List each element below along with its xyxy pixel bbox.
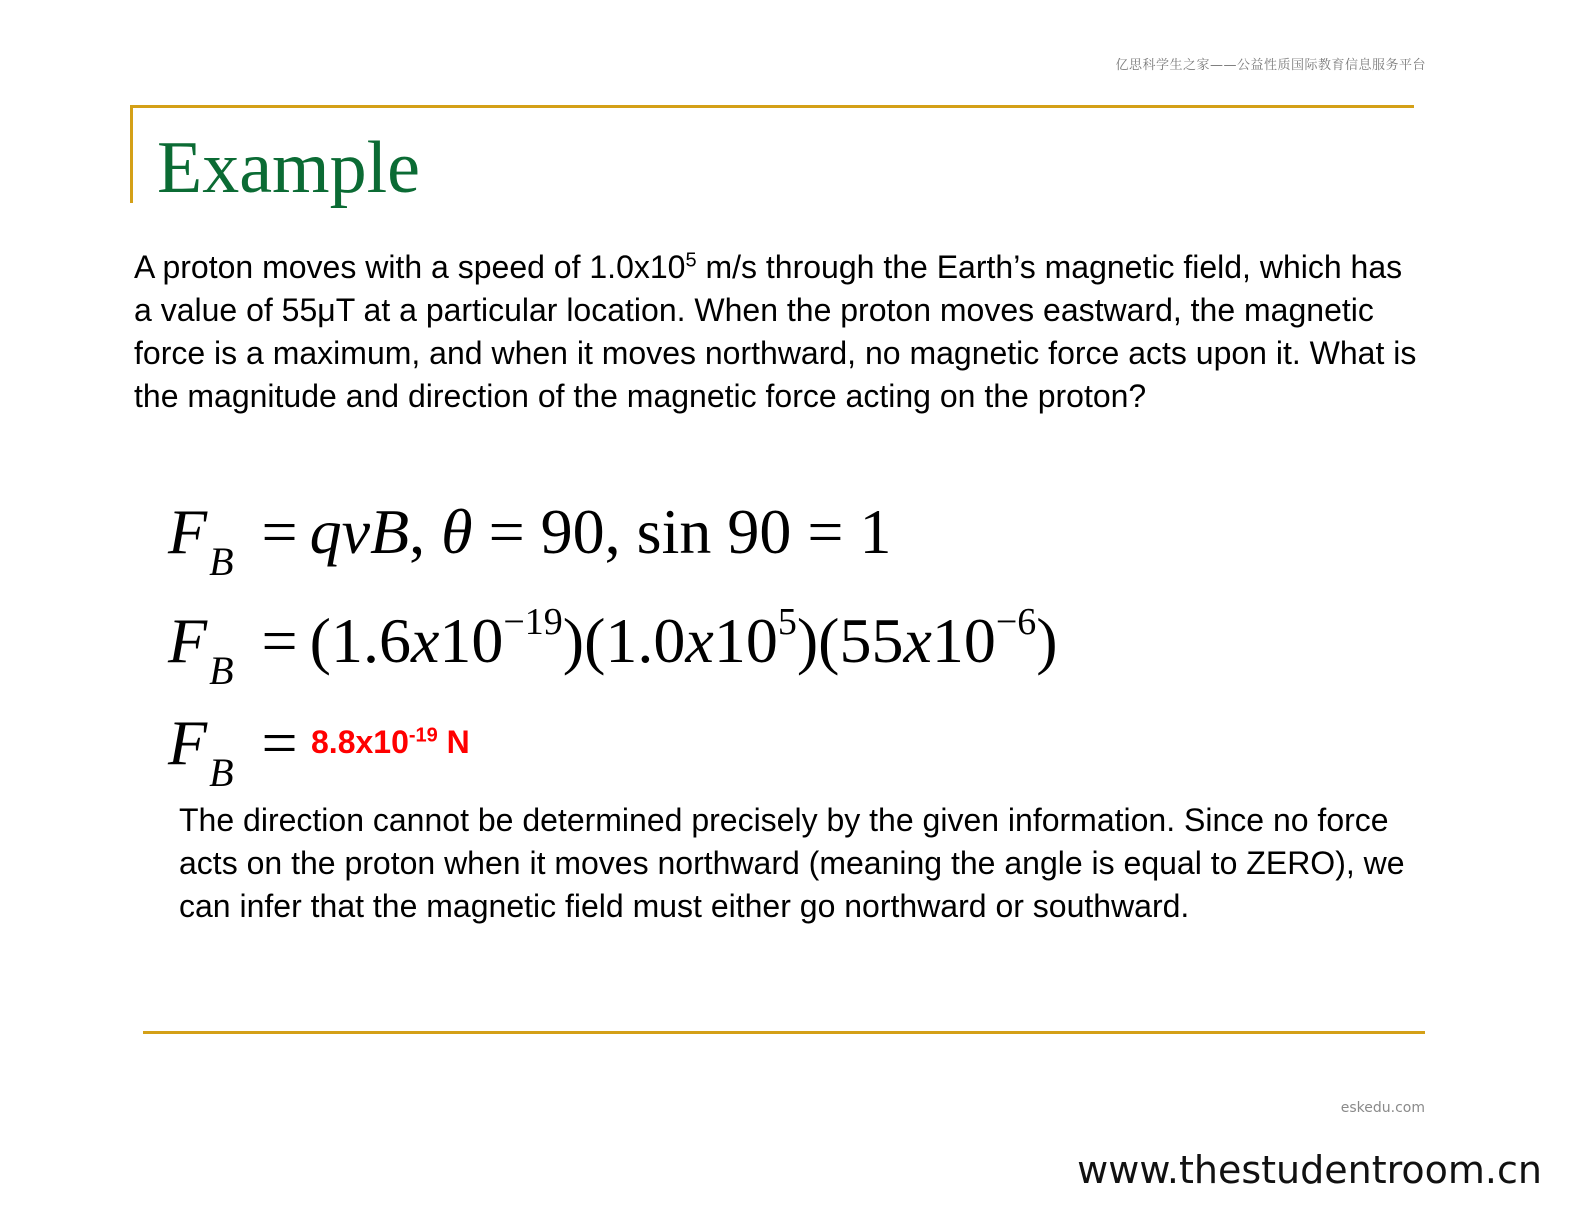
equation-result [168, 706, 310, 795]
eq2-charge: (1.6 [309, 605, 411, 676]
problem-part1: A proton moves with a speed of 1.0x10 [134, 249, 686, 285]
eq2-speed: )(1.0 [562, 605, 686, 676]
eq3-equals: = [261, 707, 298, 778]
eq2-exp3: −6 [995, 601, 1037, 643]
problem-part2: m/s through the Earth’s magnetic field, which has a value of 55μT at a particular location. When the proton moves eastward, the magnetic force is a maximum, and when it moves northward, no magnetic force acts upon it. What is the magnitude and direction of the magnetic force acting on the proton? [134, 249, 1417, 414]
problem-exponent: 5 [685, 249, 697, 272]
eq2-ten3: 10 [931, 605, 996, 676]
eq2-ten1: 10 [439, 605, 504, 676]
equation-force-formula [168, 495, 892, 584]
explanation-text: The direction cannot be determined precisely by the given information. Since no force acts on the proton when it moves northward (meaning the angle is equal to ZERO), we can infer that the magnetic field must either go northward or southward. [179, 802, 1405, 924]
header-note: 亿思科学生之家——公益性质国际教育信息服务平台 [1115, 58, 1426, 73]
eq2-subscript: B [209, 648, 234, 693]
eq1-sin: sin [636, 496, 712, 567]
eq2-exp2: 5 [777, 601, 797, 643]
answer-mantissa: 8.8x10 [311, 724, 409, 760]
eq2-equals: = [261, 605, 298, 676]
eq1-subscript: B [209, 539, 234, 584]
eq2-x1: x [410, 605, 440, 676]
eq1-sin-value: 90 = 1 [727, 496, 892, 567]
footer-site-small: eskedu.com [1340, 1100, 1425, 1116]
eq1-qvb: qvB [309, 496, 410, 567]
eq1-angle-value: = 90, [488, 496, 621, 567]
answer-exponent: -19 [408, 724, 438, 747]
eq3-subscript: B [209, 750, 234, 795]
eq2-x3: x [903, 605, 932, 676]
eq2-force-symbol: F [168, 605, 208, 676]
top-rule [130, 105, 1414, 108]
eq2-ten2: 10 [713, 605, 778, 676]
problem-text [134, 246, 1424, 418]
slide-title: Example [157, 127, 421, 209]
eq1-comma: , [409, 496, 426, 567]
eq3-force-symbol: F [168, 707, 208, 778]
eq2-field: )(55 [796, 605, 904, 676]
eq2-close: ) [1036, 605, 1058, 676]
equation-substitution [168, 601, 1058, 693]
answer-unit: N [437, 724, 470, 760]
eq2-x2: x [685, 605, 714, 676]
eq1-equals: = [261, 496, 298, 567]
eq1-theta: θ [441, 496, 473, 567]
footer-site-large: www.thestudentroom.cn [1077, 1148, 1542, 1192]
answer-value [311, 724, 470, 761]
left-rule [130, 105, 133, 203]
eq2-exp1: −19 [503, 601, 563, 643]
bottom-rule [143, 1031, 1425, 1034]
eq1-force-symbol: F [168, 496, 208, 567]
